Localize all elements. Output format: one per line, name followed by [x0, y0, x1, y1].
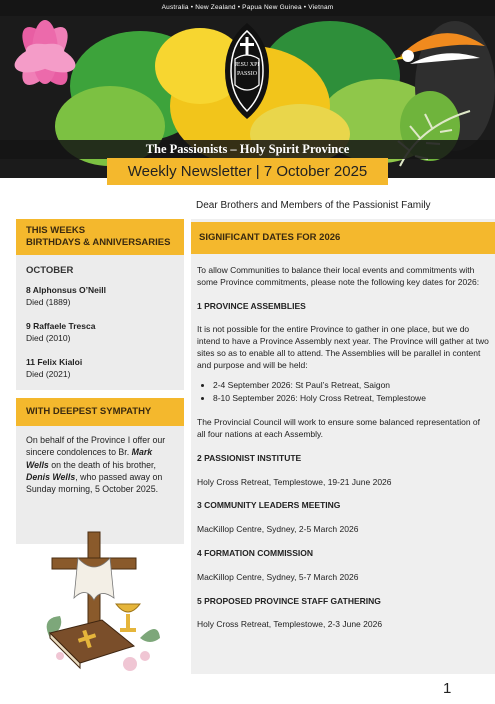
- assembly-item: • 2-4 September 2026: St Paul’s Retreat, Saigon: [213, 380, 489, 392]
- entry-detail: Died (2010): [26, 333, 71, 343]
- left-column: [16, 219, 184, 544]
- sympathy-text-c: , who passed away on Sunday morning, 5 October 2025.: [26, 471, 163, 495]
- birthdays-heading-line2: BIRTHDAYS & ANNIVERSARIES: [26, 237, 171, 248]
- section-1-title: 1 PROVINCE ASSEMBLIES: [197, 300, 306, 311]
- sympathy-heading: WITH DEEPEST SYMPATHY: [16, 398, 184, 426]
- birthdays-month: OCTOBER: [26, 265, 74, 276]
- greeting: Dear Brothers and Members of the Passionist Family: [196, 200, 431, 211]
- region-strip: Australia • New Zealand • Papua New Guinea • Vietnam: [0, 0, 495, 16]
- section-1-paragraph: It is not possible for the entire Province to gather in one place, but we do intend to have a Province Assembly next year. The Province will gather at two sites so as to enable all to attend. The Assemblies will be parallel in content and purpose and will be held:: [197, 324, 489, 370]
- birthdays-heading: [16, 219, 184, 255]
- cross-bible-illustration: [30, 528, 170, 678]
- assembly-item: • 8-10 September 2026: Holy Cross Retreat, Templestowe: [213, 393, 489, 405]
- assembly-list: [213, 380, 489, 406]
- banner-title: The Passionists – Holy Spirit Province: [145, 142, 350, 156]
- entry-name: 9 Raffaele Tresca: [26, 321, 96, 331]
- section-4-title: 4 FORMATION COMMISSION: [197, 547, 314, 558]
- banner-title-band: [0, 140, 495, 159]
- section-3-text: MacKillop Centre, Sydney, 2-5 March 2026: [197, 524, 359, 535]
- dates-heading: SIGNIFICANT DATES FOR 2026: [191, 222, 495, 254]
- birthdays-panel: [16, 219, 184, 390]
- birthday-entry: [16, 320, 184, 356]
- entry-detail: Died (1889): [26, 297, 71, 307]
- sympathy-name-1: Mark Wells: [26, 447, 153, 470]
- section-3-title: 3 COMMUNITY LEADERS MEETING: [197, 500, 341, 511]
- page-number: 1: [443, 680, 452, 697]
- newsletter-title: Weekly Newsletter | 7 October 2025: [107, 158, 388, 185]
- entry-name: 11 Felix Kialoi: [26, 357, 83, 367]
- section-4-text: MacKillop Centre, Sydney, 5-7 March 2026: [197, 571, 359, 582]
- sympathy-text: [16, 426, 184, 544]
- entry-detail: Died (2021): [26, 369, 71, 379]
- section-2-title: 2 PASSIONIST INSTITUTE: [197, 452, 302, 463]
- emblem-text-bottom: PASSIO: [236, 71, 258, 77]
- birthday-entry: [16, 356, 184, 390]
- emblem-text-top: JESU XPI: [234, 62, 260, 68]
- dates-body: [191, 251, 495, 631]
- section-2-text: Holy Cross Retreat, Templestowe, 19-21 June 2026: [197, 476, 392, 487]
- sympathy-text-a: On behalf of the Province I offer our sincere condolences to Br.: [26, 435, 166, 458]
- header-banner: [0, 16, 495, 178]
- section-5-title: 5 PROPOSED PROVINCE STAFF GATHERING: [197, 595, 381, 606]
- section-1-paragraph-2: The Provincial Council will work to ensure some balanced representation of all four nations at each Assembly.: [197, 417, 481, 439]
- sympathy-name-2: Denis Wells: [26, 471, 76, 482]
- section-5-text: Holy Cross Retreat, Templestowe, 2-3 June 2026: [197, 619, 383, 630]
- dates-intro: To allow Communities to balance their local events and commitments with some Province commitments, please note the following key dates for 2026:: [197, 265, 480, 287]
- birthday-entry: [16, 284, 184, 320]
- sympathy-text-b: on the death of his brother,: [48, 459, 156, 470]
- birthdays-heading-line1: THIS WEEKS: [26, 225, 86, 236]
- dates-panel: [191, 219, 495, 674]
- entry-name: 8 Alphonsus O’Neill: [26, 285, 106, 295]
